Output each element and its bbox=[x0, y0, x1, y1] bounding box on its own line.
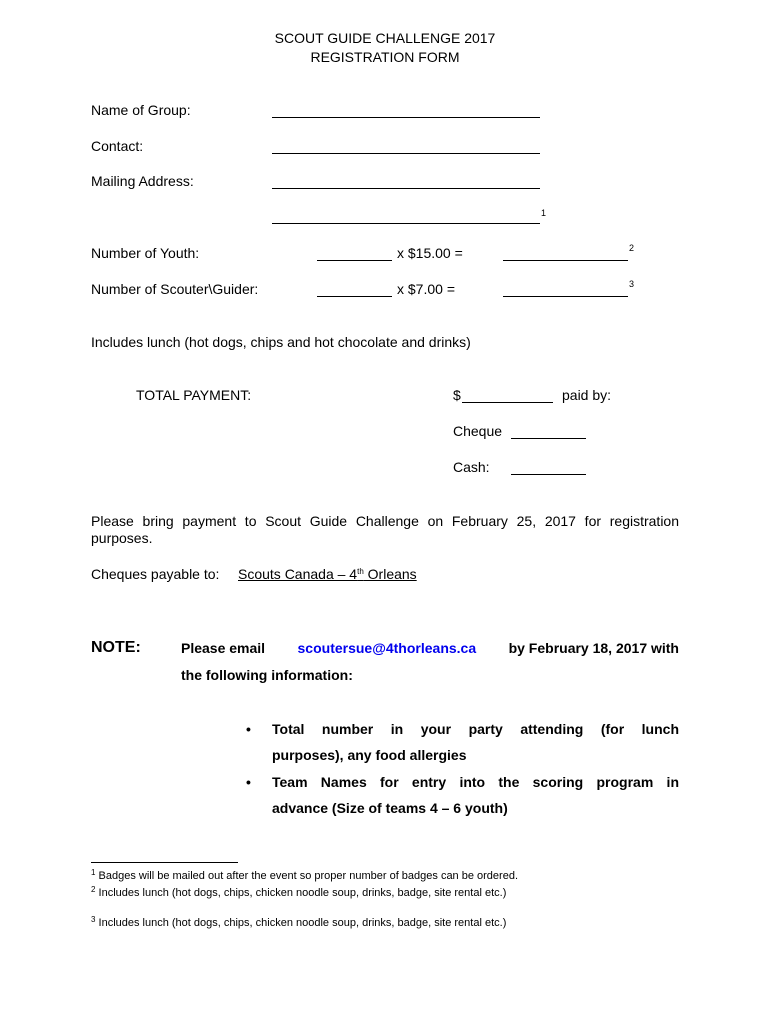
form-title: SCOUT GUIDE CHALLENGE 2017 bbox=[274, 30, 496, 46]
contact-label: Contact: bbox=[91, 138, 144, 154]
bullet-2-line-1: Team Names for entry into the scoring program in bbox=[272, 774, 679, 790]
cash-field[interactable] bbox=[511, 474, 586, 475]
note-line-1 bbox=[181, 640, 679, 657]
footnote-1-text: Badges will be mailed out after the event so proper number of badges can be ordered. bbox=[98, 870, 518, 882]
payee-name bbox=[238, 566, 417, 583]
footnote-1-mark: 1 bbox=[91, 868, 96, 877]
youth-footnote-mark: 2 bbox=[629, 243, 635, 253]
lunch-note: Includes lunch (hot dogs, chips and hot chocolate and drinks) bbox=[91, 334, 471, 350]
mailing-address-label: Mailing Address: bbox=[91, 173, 194, 189]
footnote-separator bbox=[91, 862, 238, 863]
email-link[interactable]: scoutersue@4thorleans.ca bbox=[297, 640, 477, 656]
dollar-sign: $ bbox=[453, 387, 461, 403]
scouter-count-label: Number of Scouter\Guider: bbox=[91, 281, 259, 297]
footnote-2 bbox=[91, 886, 506, 900]
cash-label: Cash: bbox=[453, 459, 490, 475]
scouter-footnote-mark: 3 bbox=[629, 279, 635, 289]
youth-total-field[interactable] bbox=[503, 260, 628, 261]
footnote-1 bbox=[91, 869, 518, 883]
bullet-icon: • bbox=[246, 721, 251, 737]
paid-by-label: paid by: bbox=[562, 387, 612, 403]
payee-superscript: th bbox=[357, 567, 364, 576]
payee-suffix: Orleans bbox=[363, 566, 417, 582]
footnote-2-text: Includes lunch (hot dogs, chips, chicken noodle soup, drinks, badge, site rental etc.) bbox=[98, 887, 507, 899]
youth-count-label: Number of Youth: bbox=[91, 245, 200, 261]
note-text-before-email: Please email bbox=[181, 640, 266, 656]
mailing-address-field-2[interactable] bbox=[272, 223, 540, 224]
group-name-field[interactable] bbox=[272, 117, 540, 118]
payee-prefix: Scouts Canada – 4 bbox=[238, 566, 358, 582]
footnote-2-mark: 2 bbox=[91, 885, 96, 894]
contact-field[interactable] bbox=[272, 153, 540, 154]
address-footnote-mark: 1 bbox=[541, 208, 547, 218]
footnote-3-mark: 3 bbox=[91, 915, 96, 924]
cheque-label: Cheque bbox=[453, 423, 503, 439]
mailing-address-field-1[interactable] bbox=[272, 188, 540, 189]
note-text-after-email: by February 18, 2017 with bbox=[508, 640, 679, 656]
bring-payment-instructions: Please bring payment to Scout Guide Challenge on February 25, 2017 for registration purposes. bbox=[91, 513, 679, 546]
youth-count-field[interactable] bbox=[317, 260, 392, 261]
bullet-1-line-1: Total number in your party attending (for lunch bbox=[272, 721, 679, 737]
cheque-field[interactable] bbox=[511, 438, 586, 439]
scouter-rate: x $7.00 = bbox=[397, 281, 455, 297]
bullet-1-line-2: purposes), any food allergies bbox=[272, 747, 467, 763]
total-payment-label: TOTAL PAYMENT: bbox=[136, 387, 252, 403]
total-payment-field[interactable] bbox=[462, 402, 553, 403]
scouter-total-field[interactable] bbox=[503, 296, 628, 297]
youth-rate: x $15.00 = bbox=[397, 245, 463, 261]
note-line-2: the following information: bbox=[181, 667, 353, 683]
group-name-label: Name of Group: bbox=[91, 102, 191, 118]
bullet-icon: • bbox=[246, 774, 251, 790]
scouter-count-field[interactable] bbox=[317, 296, 392, 297]
form-subtitle: REGISTRATION FORM bbox=[310, 49, 460, 65]
note-heading: NOTE: bbox=[91, 639, 141, 656]
footnote-3 bbox=[91, 916, 506, 930]
bullet-2-line-2: advance (Size of teams 4 – 6 youth) bbox=[272, 800, 508, 816]
cheques-payable-label: Cheques payable to: bbox=[91, 566, 220, 582]
footnote-3-text: Includes lunch (hot dogs, chips, chicken noodle soup, drinks, badge, site rental etc.) bbox=[98, 917, 507, 929]
